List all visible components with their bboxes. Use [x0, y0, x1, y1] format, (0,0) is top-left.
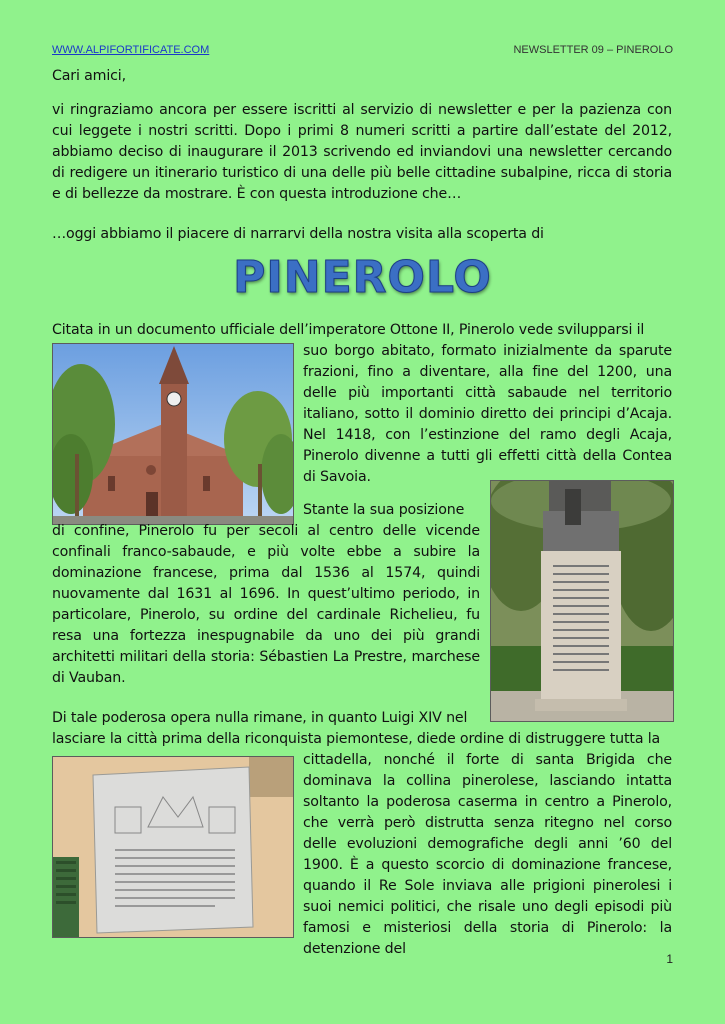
paragraph-3-body: cittadella, nonché il forte di santa Brigida che dominava la collina pinerolese, lasciando intatta soltanto la poderosa caserma in centro a Pinerolo, che verrà però distrutta senza ritegno nel corso delle evoluzioni demografiche degli anni ’60 del 1900. È a questo scorcio di dominazione francese, quando il Re Sole inviava alle prigioni pinerolesi i suoi nemici politici, che risale uno degli episodi più famosi e misteriosi della storia di Pinerolo: la detenzione del	[303, 752, 672, 957]
paragraph-1-first-line: Citata in un documento ufficiale dell’imperatore Ottone II, Pinerolo vede svilupparsi il	[52, 322, 645, 338]
plaque-photo	[52, 756, 294, 938]
paragraph-3-first-line: Di tale poderosa opera nulla rimane, in quanto Luigi XIV nel	[52, 710, 468, 726]
paragraph-3-second-line: lasciare la città prima della riconquista piemontese, diede ordine di distruggere tutta la	[52, 731, 661, 747]
church-illustration	[53, 344, 293, 524]
page-number: 1	[666, 952, 673, 966]
page-title: PINEROLO	[233, 252, 492, 303]
lead-sentence: …oggi abbiamo il piacere di narrarvi della nostra visita alla scoperta di	[52, 226, 544, 242]
greeting: Cari amici,	[52, 68, 126, 84]
monument-illustration	[491, 481, 673, 721]
intro-paragraph: vi ringraziamo ancora per essere iscritti al servizio di newsletter e per la pazienza con cui leggete i nostri scritti. Dopo i primi 8 numeri scritti a partire dall’estate del 2012, abbiamo deciso di inaugurare il 2013 scrivendo ed inviandovi una newsletter cercando di redigere un itinerario turistico di una delle più belle cittadine subalpine, ricca di storia e di bellezze da mostrare. È con questa introduzione che…	[52, 102, 672, 202]
monument-photo	[490, 480, 674, 722]
title-wrap	[0, 252, 725, 303]
plaque-illustration	[53, 757, 293, 937]
newsletter-label: NEWSLETTER 09 – PINEROLO	[513, 44, 673, 56]
paragraph-2-body: di confine, Pinerolo fu per secoli al centro delle vicende confinali franco-sabaude, e più volte ebbe a subire la dominazione francese, prima dal 1536 al 1574, quindi nuovamente dal 1631 al 1696. In quest’ultimo periodo, in particolare, Pinerolo, su ordine del cardinale Richelieu, fu resa una fortezza inespugnabile da uno dei più grandi architetti militari della storia: Sébastien La Prestre, marchese di Vauban.	[52, 523, 480, 686]
paragraph-1-body: suo borgo abitato, formato inizialmente da sparute frazioni, fino a diventare, alla fine del 1200, una delle più importanti città sabaude nel territorio italiano, sotto il dominio diretto dei principi d’Acaja. Nel 1418, con l’estinzione del ramo degli Acaja, Pinerolo divenne a tutti gli effetti città della Contea di Savoia.	[303, 343, 672, 485]
church-photo	[52, 343, 294, 525]
site-link[interactable]: WWW.ALPIFORTIFICATE.COM	[52, 44, 210, 56]
paragraph-2-first-line: Stante la sua posizione	[303, 502, 465, 518]
